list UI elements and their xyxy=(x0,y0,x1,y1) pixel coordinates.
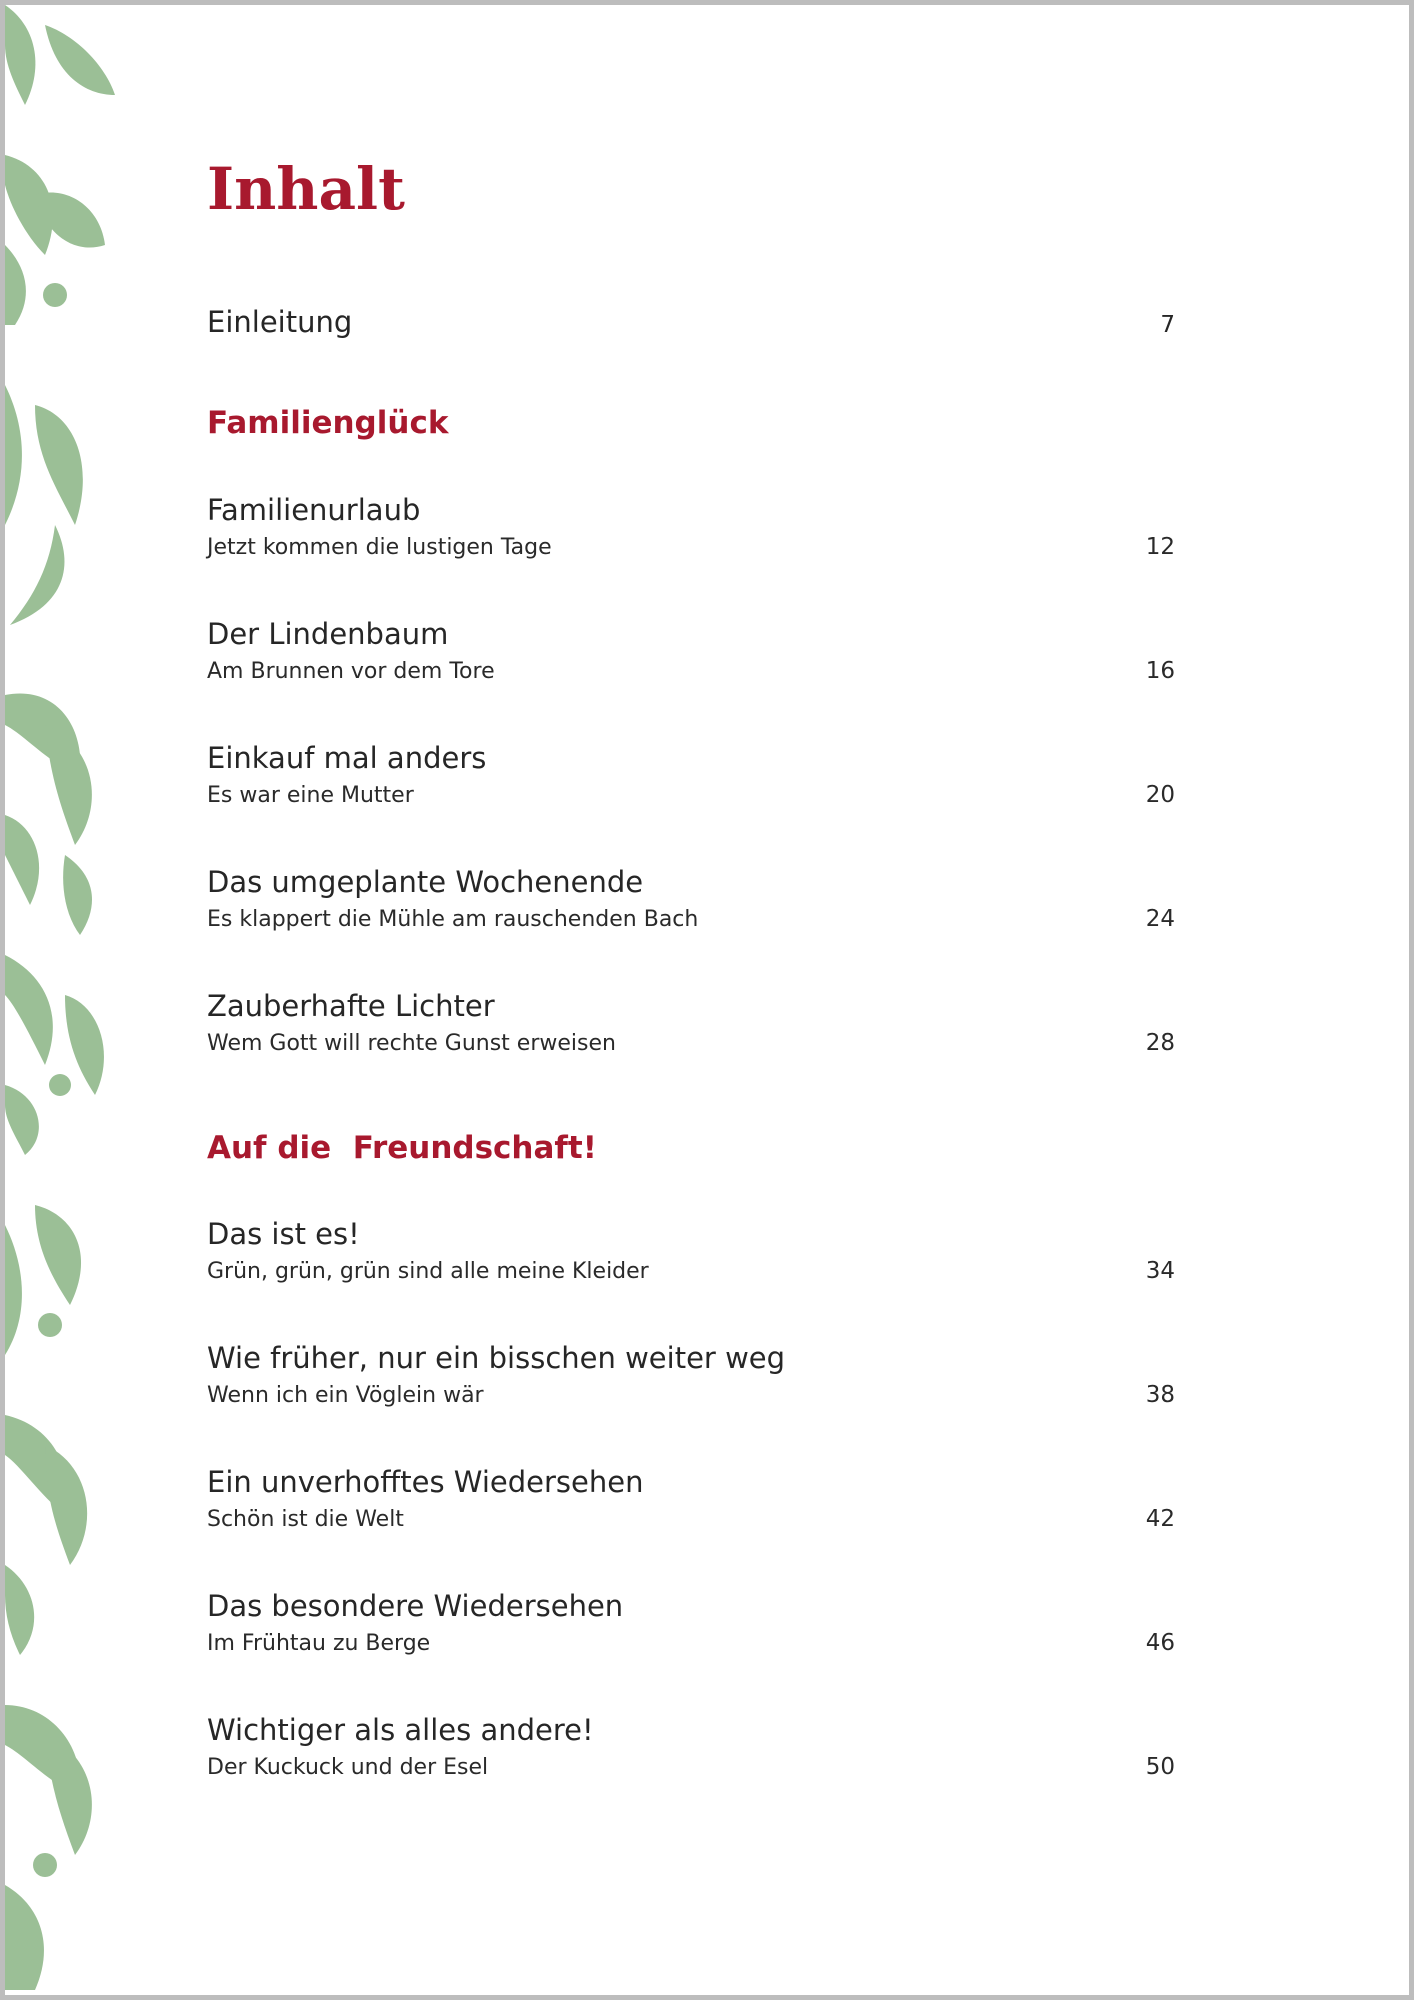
entry-subtitle: Wenn ich ein Vöglein wär xyxy=(207,1383,484,1408)
entry-page-number: 20 xyxy=(1145,782,1175,808)
entry-subtitle: Der Kuckuck und der Esel xyxy=(207,1755,489,1780)
entry-title: Das umgeplante Wochenende xyxy=(207,865,644,899)
toc-entry[interactable] xyxy=(207,1214,1175,1287)
toc-entry[interactable] xyxy=(207,614,1175,687)
entry-title: Das besondere Wiedersehen xyxy=(207,1589,624,1623)
entry-subtitle: Es klappert die Mühle am rauschenden Bach xyxy=(207,907,699,932)
entry-title: Einleitung xyxy=(207,305,353,339)
entry-title: Wichtiger als alles andere! xyxy=(207,1713,594,1747)
entry-page-number: 50 xyxy=(1145,1754,1175,1780)
section-heading-freundschaft: Auf die Freundschaft! xyxy=(207,1130,597,1166)
entry-page-number: 38 xyxy=(1145,1382,1175,1408)
entry-subtitle: Grün, grün, grün sind alle meine Kleider xyxy=(207,1259,649,1284)
entry-page-number: 7 xyxy=(1160,312,1175,338)
entry-page-number: 12 xyxy=(1145,534,1175,560)
entry-title: Ein unverhofftes Wiedersehen xyxy=(207,1465,644,1499)
entry-page-number: 42 xyxy=(1145,1506,1175,1532)
entry-title: Wie früher, nur ein bisschen weiter weg xyxy=(207,1341,786,1375)
page-title: Inhalt xyxy=(207,155,405,223)
floral-ornament-border xyxy=(5,5,125,1995)
toc-entry[interactable] xyxy=(207,1710,1175,1783)
section-heading-familienglueck: Familienglück xyxy=(207,405,449,441)
toc-entry[interactable] xyxy=(207,738,1175,811)
entry-subtitle: Jetzt kommen die lustigen Tage xyxy=(207,535,552,560)
entry-page-number: 34 xyxy=(1145,1258,1175,1284)
entry-page-number: 16 xyxy=(1145,658,1175,684)
entry-page-number: 28 xyxy=(1145,1030,1175,1056)
toc-entry-intro[interactable] xyxy=(207,305,1175,339)
entry-subtitle: Wem Gott will rechte Gunst erweisen xyxy=(207,1031,616,1056)
entry-title: Der Lindenbaum xyxy=(207,617,449,651)
toc-entry[interactable] xyxy=(207,490,1175,563)
entry-subtitle: Am Brunnen vor dem Tore xyxy=(207,659,495,684)
toc-entry[interactable] xyxy=(207,986,1175,1059)
entry-title: Zauberhafte Lichter xyxy=(207,989,495,1023)
entry-title: Das ist es! xyxy=(207,1217,360,1251)
entry-subtitle: Schön ist die Welt xyxy=(207,1507,404,1532)
entry-title: Einkauf mal anders xyxy=(207,741,487,775)
entry-page-number: 24 xyxy=(1145,906,1175,932)
toc-entry[interactable] xyxy=(207,1586,1175,1659)
entry-title: Familienurlaub xyxy=(207,493,421,527)
entry-subtitle: Im Frühtau zu Berge xyxy=(207,1631,431,1656)
entry-subtitle: Es war eine Mutter xyxy=(207,783,414,808)
entry-page-number: 46 xyxy=(1145,1630,1175,1656)
toc-entry[interactable] xyxy=(207,1462,1175,1535)
toc-entry[interactable] xyxy=(207,862,1175,935)
toc-entry[interactable] xyxy=(207,1338,1175,1411)
